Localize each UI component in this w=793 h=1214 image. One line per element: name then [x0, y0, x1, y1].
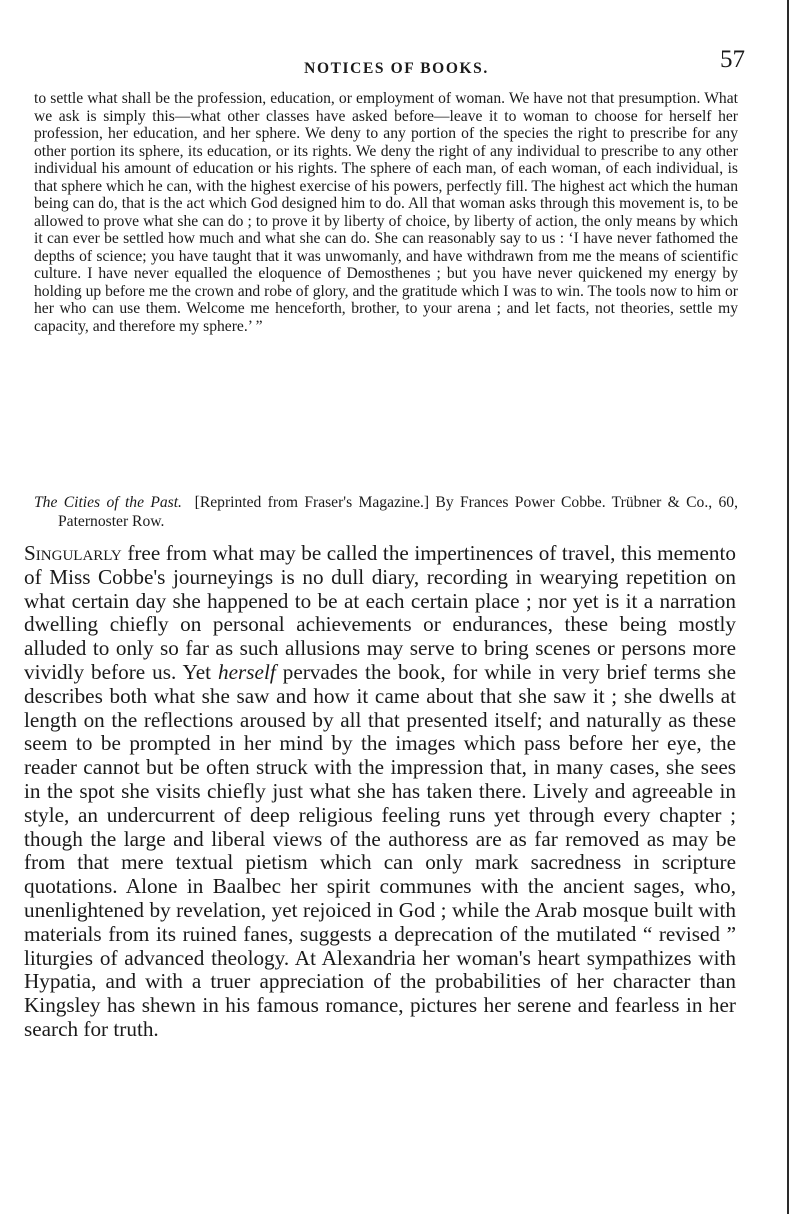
book-citation	[34, 493, 738, 531]
review-body	[24, 542, 736, 1042]
review-lead-word: Singularly	[24, 541, 122, 565]
page-number: 57	[720, 46, 745, 73]
review-text-part-2: pervades the book, for while in very brief terms she describes both what she saw and how it came about that she saw it ; she dwells at length on the reflections aroused by all that presented itself; and naturally as these seem to be prompted in her mind by the images which pass before her eye, the reader cannot but be often struck with the impression that, in many cases, she sees in the spot she visits chiefly just what she has taken there. Lively and agreeable in style, an undercurrent of deep religious feeling runs yet through every chapter ; though the large and liberal views of the authoress are as far removed as may be from that mere textual pietism which can only mark sacredness in scripture quotations. Alone in Baalbec her spirit communes with the ancient sages, who, unenlightened by revelation, yet rejoiced in God ; while the Arab mosque built with materials from its ruined fanes, suggests a deprecation of the mutilated “ revised ” liturgies of advanced theology. At Alexandria her woman's heart sympathizes with Hypatia, and with a truer appreciation of the probabilities of her character than Kingsley has shewn in his famous romance, pictures her serene and fearless in her search for truth.	[24, 659, 736, 1041]
citation-details: [Reprinted from Fraser's Magazine.] By Frances Power Cobbe. Trübner & Co., 60, Paternoster Row.	[58, 494, 738, 530]
running-title: NOTICES OF BOOKS.	[304, 60, 489, 77]
quoted-passage	[34, 90, 738, 335]
page-edge-rule	[787, 0, 789, 1214]
citation-line	[34, 493, 738, 531]
review-text-part-1: free from what may be called the impertinences of travel, this memento of Miss Cobbe's journeyings is no dull diary, recording in wearying repetition on what certain day she happened to be at each certain place ; nor yet is it a narration dwelling chiefly on personal achievements or endurances, these being mostly alluded to only so far as such allusions may serve to bring scenes or persons more vividly before us. Yet	[24, 541, 736, 684]
book-title: The Cities of the Past.	[34, 494, 182, 511]
review-emphasis: herself	[218, 659, 276, 684]
running-head	[0, 46, 793, 92]
review-paragraph	[24, 542, 736, 1042]
quoted-passage-text: to settle what shall be the profession, education, or employment of woman. We have not that presumption. What we ask is simply this—what other classes have asked before—leave it to woman to choose for herself her profession, her education, and her sphere. We deny to any portion of the species the right to prescribe for any other portion its sphere, its education, or its rights. We deny the right of any individual to prescribe to any other individual his amount of education or his rights. The sphere of each man, of each woman, of each individual, is that sphere which he can, with the highest exercise of his powers, perfectly fill. The highest act which the human being can do, that is the act which God designed him to do. All that woman asks through this movement is, to be allowed to prove what she can do ; to prove it by liberty of choice, by liberty of action, the only means by which it can ever be settled how much and what she can do. She can reasonably say to us : ‘I have never fathomed the depths of science; you have taught that it was unwomanly, and have withdrawn from me the means of scientific culture. I have never equalled the eloquence of Demosthenes ; but you have never quickened my energy by holding up before me the crown and robe of glory, and the gratitude which I was to win. The tools now to him or her who can use them. Welcome me henceforth, brother, to your arena ; and let facts, not theories, settle my capacity, and therefore my sphere.’ ”	[34, 90, 738, 335]
